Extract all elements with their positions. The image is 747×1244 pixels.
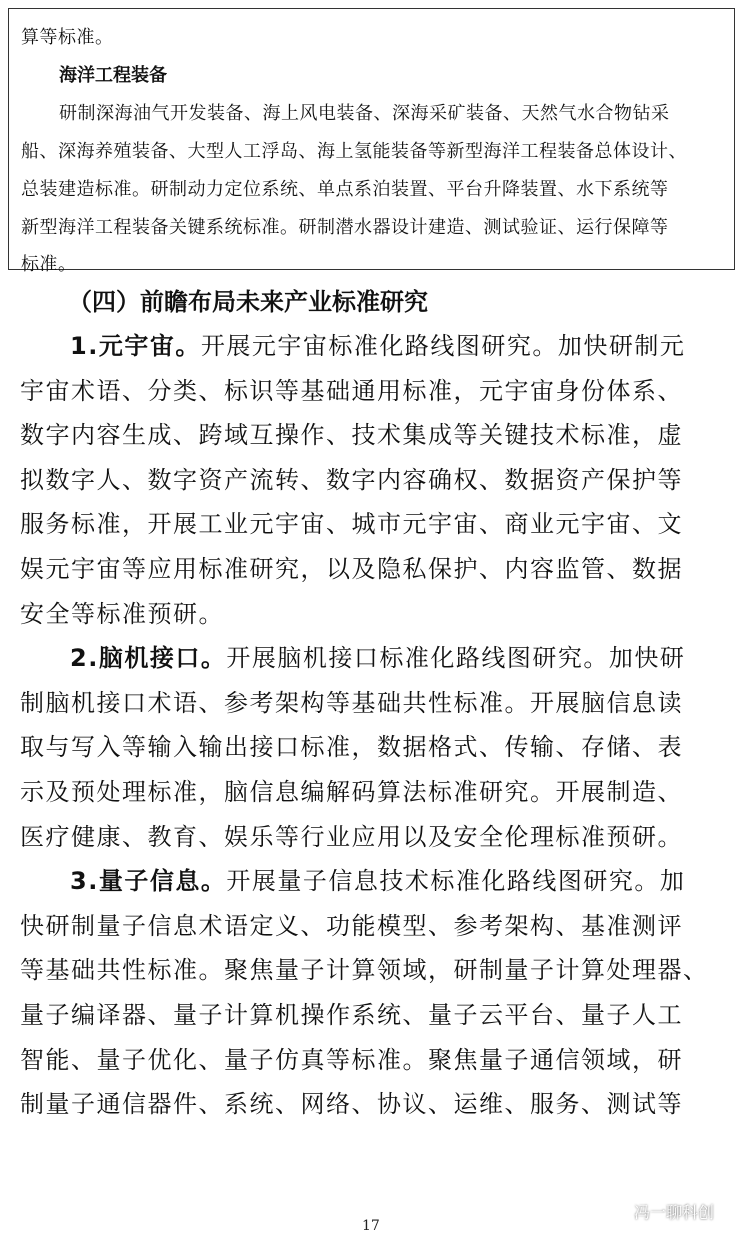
paragraph-line: 宇宙术语、分类、标识等基础通用标准，元宇宙身份体系、 (20, 376, 683, 405)
box-line: 研制深海油气开发装备、海上风电装备、深海采矿装备、天然气水合物钻采 (59, 103, 670, 124)
paragraph-line: 量子编译器、量子计算机操作系统、量子云平台、量子人工 (20, 1000, 683, 1029)
paragraph-line: 取与写入等输入输出接口标准，数据格式、传输、存储、表 (20, 733, 683, 762)
boxed-text-block (8, 8, 735, 275)
paragraph-text: 开展量子信息技术标准化路线图研究。加 (226, 867, 686, 896)
paragraph-line: 拟数字人、数字资产流转、数字内容确权、数据资产保护等 (20, 465, 683, 494)
paragraph-line: 数字内容生成、跨域互操作、技术集成等关键技术标准，虚 (20, 421, 683, 450)
watermark (598, 1200, 714, 1223)
paragraph-first-line (20, 324, 730, 369)
paragraph-line: 服务标准，开展工业元宇宙、城市元宇宙、商业元宇宙、文 (20, 510, 683, 539)
paragraph-text: 开展元宇宙标准化路线图研究。加快研制元 (200, 332, 686, 360)
paragraph-first-line (20, 859, 730, 904)
paragraph-line: 安全等标准预研。 (20, 599, 224, 628)
paragraph-title: 2.脑机接口。 (70, 644, 227, 673)
box-line: 船、深海养殖装备、大型人工浮岛、海上氢能装备等新型海洋工程装备总体设计、 (21, 141, 687, 162)
paragraph-first-line (20, 636, 730, 681)
box-heading: 海洋工程装备 (59, 65, 167, 86)
paragraph-text: 开展脑机接口标准化路线图研究。加快研 (226, 644, 686, 673)
box-line-1: 算等标准。 (21, 27, 114, 48)
paragraph-line: 制量子通信器件、系统、网络、协议、运维、服务、测试等 (20, 1090, 683, 1119)
wechat-icon (598, 1201, 628, 1223)
paragraph-title: 3.量子信息。 (70, 867, 227, 896)
section-title: （四）前瞻布局未来产业标准研究 (68, 288, 428, 316)
page-number: 17 (362, 1218, 380, 1234)
box-line: 标准。 (21, 254, 77, 275)
watermark-text: 冯一聊科创 (634, 1203, 715, 1222)
paragraph-line: 医疗健康、教育、娱乐等行业应用以及安全伦理标准预研。 (20, 822, 683, 851)
paragraph-title: 1.元宇宙。 (70, 332, 201, 360)
main-body (20, 280, 730, 1127)
paragraph-line: 娱元宇宙等应用标准研究，以及隐私保护、内容监管、数据 (20, 554, 683, 583)
paragraph-line: 等基础共性标准。聚焦量子计算领域，研制量子计算处理器、 (20, 956, 709, 985)
box-line: 新型海洋工程装备关键系统标准。研制潜水器设计建造、测试验证、运行保障等 (21, 217, 669, 238)
paragraph-line: 示及预处理标准，脑信息编解码算法标准研究。开展制造、 (20, 777, 683, 806)
box-line: 总装建造标准。研制动力定位系统、单点系泊装置、平台升降装置、水下系统等 (21, 179, 669, 200)
paragraph-line: 快研制量子信息术语定义、功能模型、参考架构、基准测评 (20, 911, 683, 940)
paragraph-line: 制脑机接口术语、参考架构等基础共性标准。开展脑信息读 (20, 688, 683, 717)
paragraph-line: 智能、量子优化、量子仿真等标准。聚焦量子通信领域，研 (20, 1045, 683, 1074)
